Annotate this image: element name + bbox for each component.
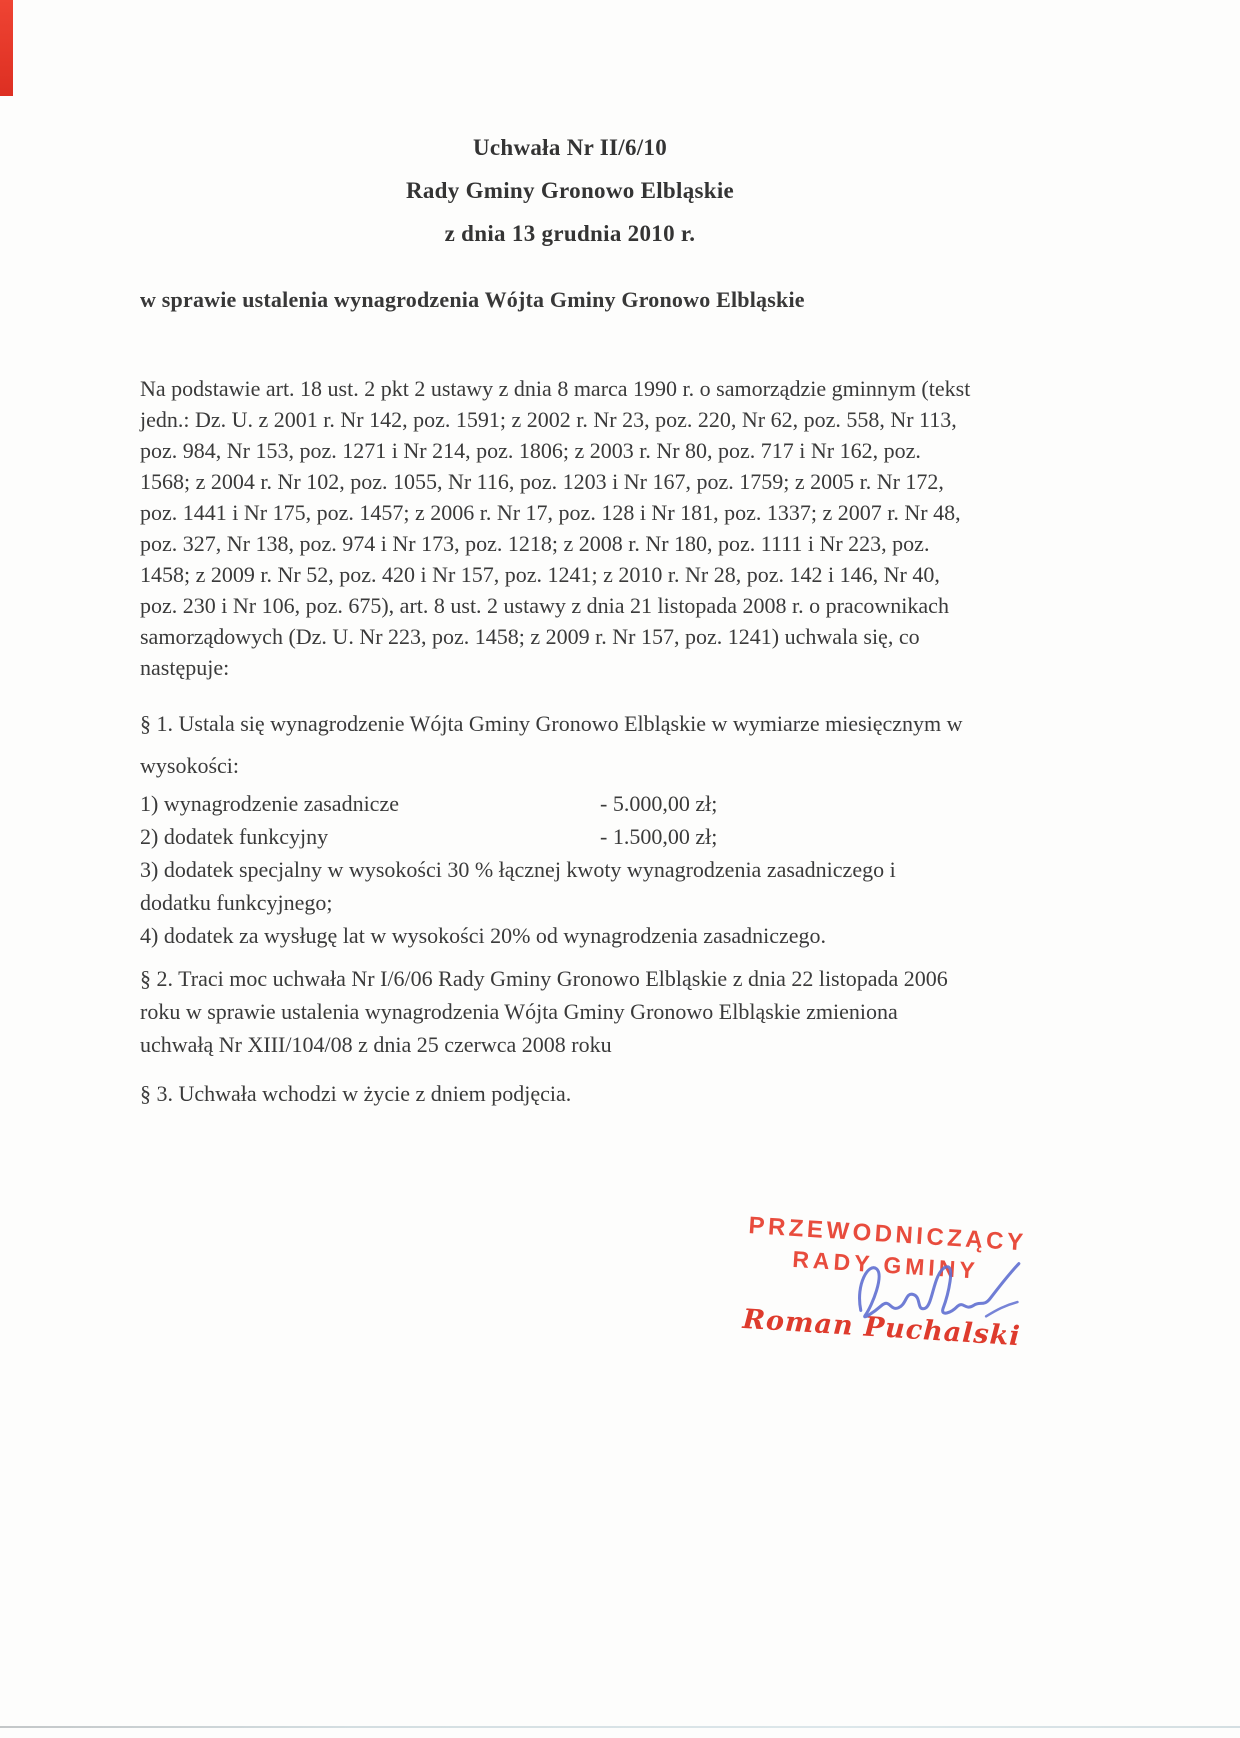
legal-basis-line: poz. 984, Nr 153, poz. 1271 i Nr 214, poz. 1806; z 2003 r. Nr 80, poz. 717 i Nr 162, poz. bbox=[140, 438, 921, 463]
stamp-title: PRZEWODNICZĄCY bbox=[747, 1212, 1028, 1257]
section-1-intro-line: wysokości: bbox=[140, 753, 239, 778]
salary-item-amount: - 5.000,00 zł; bbox=[600, 791, 718, 816]
chairman-stamp bbox=[731, 1211, 1038, 1353]
legal-basis-paragraph bbox=[140, 373, 1000, 683]
salary-item-special-line: 3) dodatek specjalny w wysokości 30 % łącznej kwoty wynagrodzenia zasadniczego i bbox=[140, 857, 896, 882]
council-name: Rady Gminy Gronowo Elbląskie bbox=[405, 178, 735, 203]
signature-path bbox=[858, 1254, 1019, 1326]
subject-line: w sprawie ustalenia wynagrodzenia Wójta Gminy Gronowo Elbląskie bbox=[140, 287, 805, 312]
salary-item-function bbox=[140, 820, 1000, 853]
document-content bbox=[140, 0, 1000, 1110]
signature-flick bbox=[986, 1300, 1017, 1318]
salary-item-base bbox=[140, 787, 1000, 820]
salary-item-special-line: dodatku funkcyjnego; bbox=[140, 890, 333, 915]
legal-basis-line: samorządowych (Dz. U. Nr 223, poz. 1458; z 2009 r. Nr 157, poz. 1241) uchwala się, co bbox=[140, 624, 920, 649]
legal-basis-line: poz. 327, Nr 138, poz. 974 i Nr 173, poz. 1218; z 2008 r. Nr 180, poz. 1111 i Nr 223, poz. bbox=[140, 531, 930, 556]
section-2-line: § 2. Traci moc uchwała Nr I/6/06 Rady Gminy Gronowo Elbląskie z dnia 22 listopada 2006 bbox=[140, 966, 948, 991]
stamp-council: RADY GMINY bbox=[791, 1245, 980, 1284]
section-1-intro-line: § 1. Ustala się wynagrodzenie Wójta Gminy Gronowo Elbląskie w wymiarze miesięcznym w bbox=[140, 711, 963, 736]
signature-scribble bbox=[849, 1245, 1026, 1348]
legal-basis-line: jedn.: Dz. U. z 2001 r. Nr 142, poz. 1591; z 2002 r. Nr 23, poz. 220, Nr 62, poz. 558, Nr 113, bbox=[140, 407, 957, 432]
salary-item-label: 2) dodatek funkcyjny bbox=[140, 824, 329, 849]
chairman-name-stamp: Roman Puchalski bbox=[741, 1303, 1022, 1353]
legal-basis-line: następuje: bbox=[140, 655, 230, 680]
salary-item-seniority: 4) dodatek za wysługę lat w wysokości 20% od wynagrodzenia zasadniczego. bbox=[140, 923, 827, 948]
legal-basis-line: Na podstawie art. 18 ust. 2 pkt 2 ustawy z dnia 8 marca 1990 r. o samorządzie gminnym (tekst bbox=[140, 376, 971, 401]
section-2-line: roku w sprawie ustalenia wynagrodzenia Wójta Gminy Gronowo Elbląskie zmieniona bbox=[140, 999, 898, 1024]
resolution-number: Uchwała Nr II/6/10 bbox=[472, 135, 668, 160]
section-3: § 3. Uchwała wchodzi w życie z dniem podjęcia. bbox=[140, 1081, 572, 1106]
section-1 bbox=[140, 703, 1000, 952]
legal-basis-line: poz. 230 i Nr 106, poz. 675), art. 8 ust. 2 ustawy z dnia 21 listopada 2008 r. o pracownikach bbox=[140, 593, 949, 618]
section-2-line: uchwałą Nr XIII/104/08 z dnia 25 czerwca 2008 roku bbox=[140, 1032, 612, 1057]
title-block bbox=[140, 126, 1000, 255]
legal-basis-line: 1568; z 2004 r. Nr 102, poz. 1055, Nr 116, poz. 1203 i Nr 167, poz. 1759; z 2005 r. Nr 172, bbox=[140, 469, 944, 494]
salary-list bbox=[140, 787, 1000, 952]
salary-item-label: 1) wynagrodzenie zasadnicze bbox=[140, 791, 399, 816]
legal-basis-line: poz. 1441 i Nr 175, poz. 1457; z 2006 r. Nr 17, poz. 128 i Nr 181, poz. 1337; z 2007 r. Nr 48, bbox=[140, 500, 961, 525]
section-2 bbox=[140, 962, 1000, 1061]
salary-item-amount: - 1.500,00 zł; bbox=[600, 824, 718, 849]
resolution-date: z dnia 13 grudnia 2010 r. bbox=[444, 221, 696, 246]
bottom-scan-line bbox=[0, 1726, 1240, 1728]
red-scan-mark bbox=[0, 0, 13, 96]
legal-basis-line: 1458; z 2009 r. Nr 52, poz. 420 i Nr 157, poz. 1241; z 2010 r. Nr 28, poz. 142 i 146, Nr 40, bbox=[140, 562, 940, 587]
